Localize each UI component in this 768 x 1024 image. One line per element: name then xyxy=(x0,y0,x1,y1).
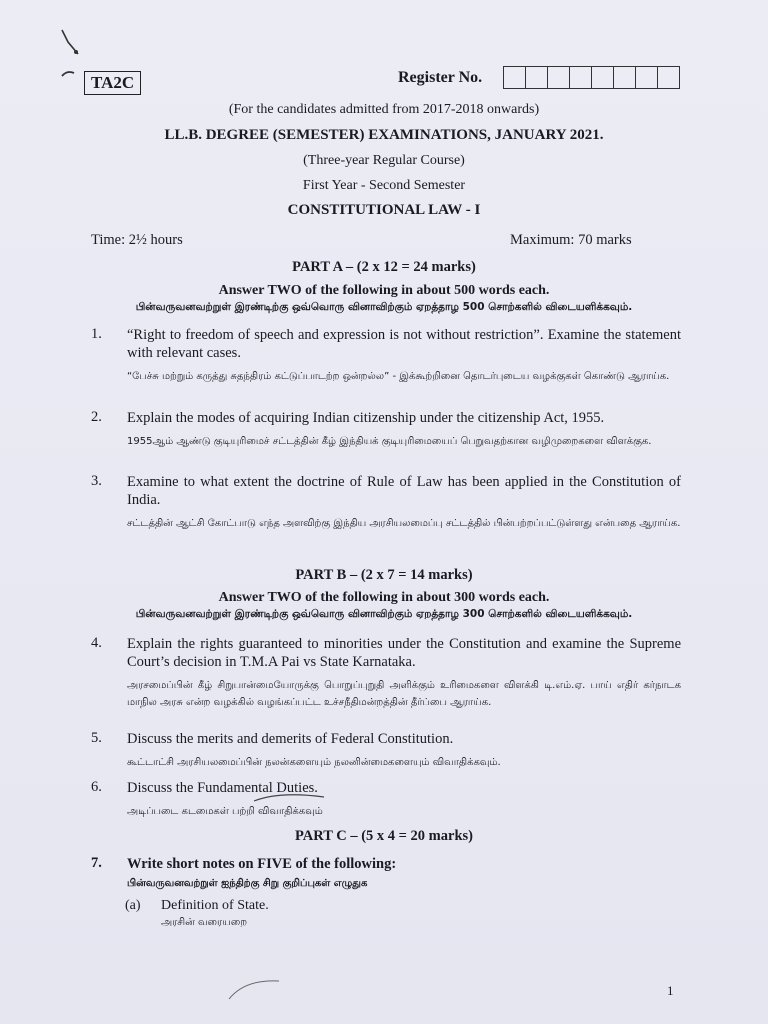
register-number-boxes xyxy=(503,66,680,89)
question-text: Explain the rights guaranteed to minorities under the Constitution and examine the Supreme Court’s decision in T.M.A Pai vs State Karnataka. xyxy=(127,636,681,670)
paper-code: TA2C xyxy=(84,71,141,95)
part-b-instruction-tamil: பின்வருவனவற்றுள் இரண்டிற்கு ஒவ்வொரு வினாவிற்கும் ஏறத்தாழ 300 சொற்களில் விடையளிக்கவும். xyxy=(135,608,633,620)
part-b-instruction: Answer TWO of the following in about 300 words each. xyxy=(218,590,550,605)
register-digit-box xyxy=(658,67,679,88)
admission-note: (For the candidates admitted from 2017-2018 onwards) xyxy=(228,102,540,117)
question-text-tamil: அடிப்படை கடமைகள் பற்றி விவாதிக்கவும் xyxy=(127,806,323,817)
exam-title: LL.B. DEGREE (SEMESTER) EXAMINATIONS, JANUARY 2021. xyxy=(164,127,604,143)
part-a-heading: PART A – (2 x 12 = 24 marks) xyxy=(292,259,476,275)
register-label: Register No. xyxy=(398,69,483,86)
part-b-heading: PART B – (2 x 7 = 14 marks) xyxy=(295,567,473,583)
question-text: Examine to what extent the doctrine of Rule of Law has been applied in the Constitution of India. xyxy=(127,474,681,508)
pen-underline xyxy=(250,787,330,807)
question-text-tamil: அரசமைப்பின் கீழ் சிறுபான்மையோருக்கு பொறுப்புறுதி அளிக்கும் உரிமைகளை விளக்கி டி.எம்.ஏ. பாய் எதிர் கர்நாடக மாநில அரசு என்ற வழக்கில் வழங்கப்பட்ட உச்சநீதிமன்றத்தின் தீர்ப்பை ஆராய்க. xyxy=(127,680,681,708)
question-text-tamil: சட்டத்தின் ஆட்சி கோட்பாடு எந்த அளவிற்கு இந்திய அரசியலமைப்பு சட்டத்தில் பின்பற்றப்பட்டுள்ளது என்பதை ஆராய்க. xyxy=(127,518,681,529)
question-number: 5. xyxy=(91,730,102,746)
question-5 xyxy=(91,730,681,771)
register-digit-box xyxy=(570,67,592,88)
question-text-tamil: 1955ஆம் ஆண்டு குடியுரிமைச் சட்டத்தின் கீழ் இந்தியக் குடியுரிமையைப் பெறுவதற்கான வழிமுறைகளை விளக்குக. xyxy=(127,436,652,447)
maximum-marks: Maximum: 70 marks xyxy=(510,232,632,248)
question-text-tamil: பின்வருவனவற்றுள் ஐந்திற்கு சிறு குறிப்புகள் எழுதுக xyxy=(127,878,368,889)
question-number: 7. xyxy=(91,855,102,871)
part-a-instruction-tamil: பின்வருவனவற்றுள் இரண்டிற்கு ஒவ்வொரு வினாவிற்கும் ஏறத்தாழ 500 சொற்களில் விடையளிக்கவும். xyxy=(135,301,633,313)
question-4 xyxy=(91,635,681,711)
question-6 xyxy=(91,779,681,820)
pen-mark-top-left xyxy=(58,28,88,60)
question-number: 3. xyxy=(91,473,102,489)
sub-item-label: (a) xyxy=(125,898,141,913)
register-digit-box xyxy=(614,67,636,88)
question-2 xyxy=(91,409,681,450)
sub-item-a xyxy=(125,898,269,929)
question-text: Discuss the Fundamental Duties. xyxy=(127,780,318,796)
question-text-tamil: “பேச்சு மற்றும் கருத்து சுதந்திரம் கட்டுப்பாடற்ற ஒன்றல்ல” - இக்கூற்றினை தொடர்புடைய வழக்குகள் கொண்டு ஆராய்க. xyxy=(127,371,670,382)
register-digit-box xyxy=(592,67,614,88)
question-number: 2. xyxy=(91,409,102,425)
register-digit-box xyxy=(504,67,526,88)
question-text: “Right to freedom of speech and expression is not without restriction”. Examine the statement with relevant cases. xyxy=(127,327,681,361)
question-number: 1. xyxy=(91,326,102,342)
semester: First Year - Second Semester xyxy=(302,178,466,193)
question-text-tamil: கூட்டாட்சி அரசியலமைப்பின் நலன்களையும் நலனின்மைகளையும் விவாதிக்கவும். xyxy=(127,757,501,768)
question-text: Explain the modes of acquiring Indian citizenship under the citizenship Act, 1955. xyxy=(127,410,605,426)
sub-item-text-tamil: அரசின் வரையறை xyxy=(161,917,248,928)
subject-title: CONSTITUTIONAL LAW - I xyxy=(287,202,481,218)
register-digit-box xyxy=(636,67,658,88)
question-number: 4. xyxy=(91,635,102,651)
question-text: Discuss the merits and demerits of Federal Constitution. xyxy=(127,731,454,747)
time-allowed: Time: 2½ hours xyxy=(91,232,183,248)
page-number: 1 xyxy=(667,983,674,998)
question-1 xyxy=(91,326,681,385)
sub-item-text: Definition of State. xyxy=(161,898,269,913)
register-digit-box xyxy=(526,67,548,88)
question-number: 6. xyxy=(91,779,102,795)
pen-stroke-bottom xyxy=(225,975,285,1005)
question-text: Write short notes on FIVE of the following: xyxy=(127,856,397,872)
question-7 xyxy=(91,855,681,892)
course-type: (Three-year Regular Course) xyxy=(303,153,465,168)
part-c-heading: PART C – (5 x 4 = 20 marks) xyxy=(295,828,473,844)
pen-mark-left xyxy=(60,70,76,80)
part-a-instruction: Answer TWO of the following in about 500 words each. xyxy=(218,283,550,298)
question-3 xyxy=(91,473,681,532)
register-digit-box xyxy=(548,67,570,88)
